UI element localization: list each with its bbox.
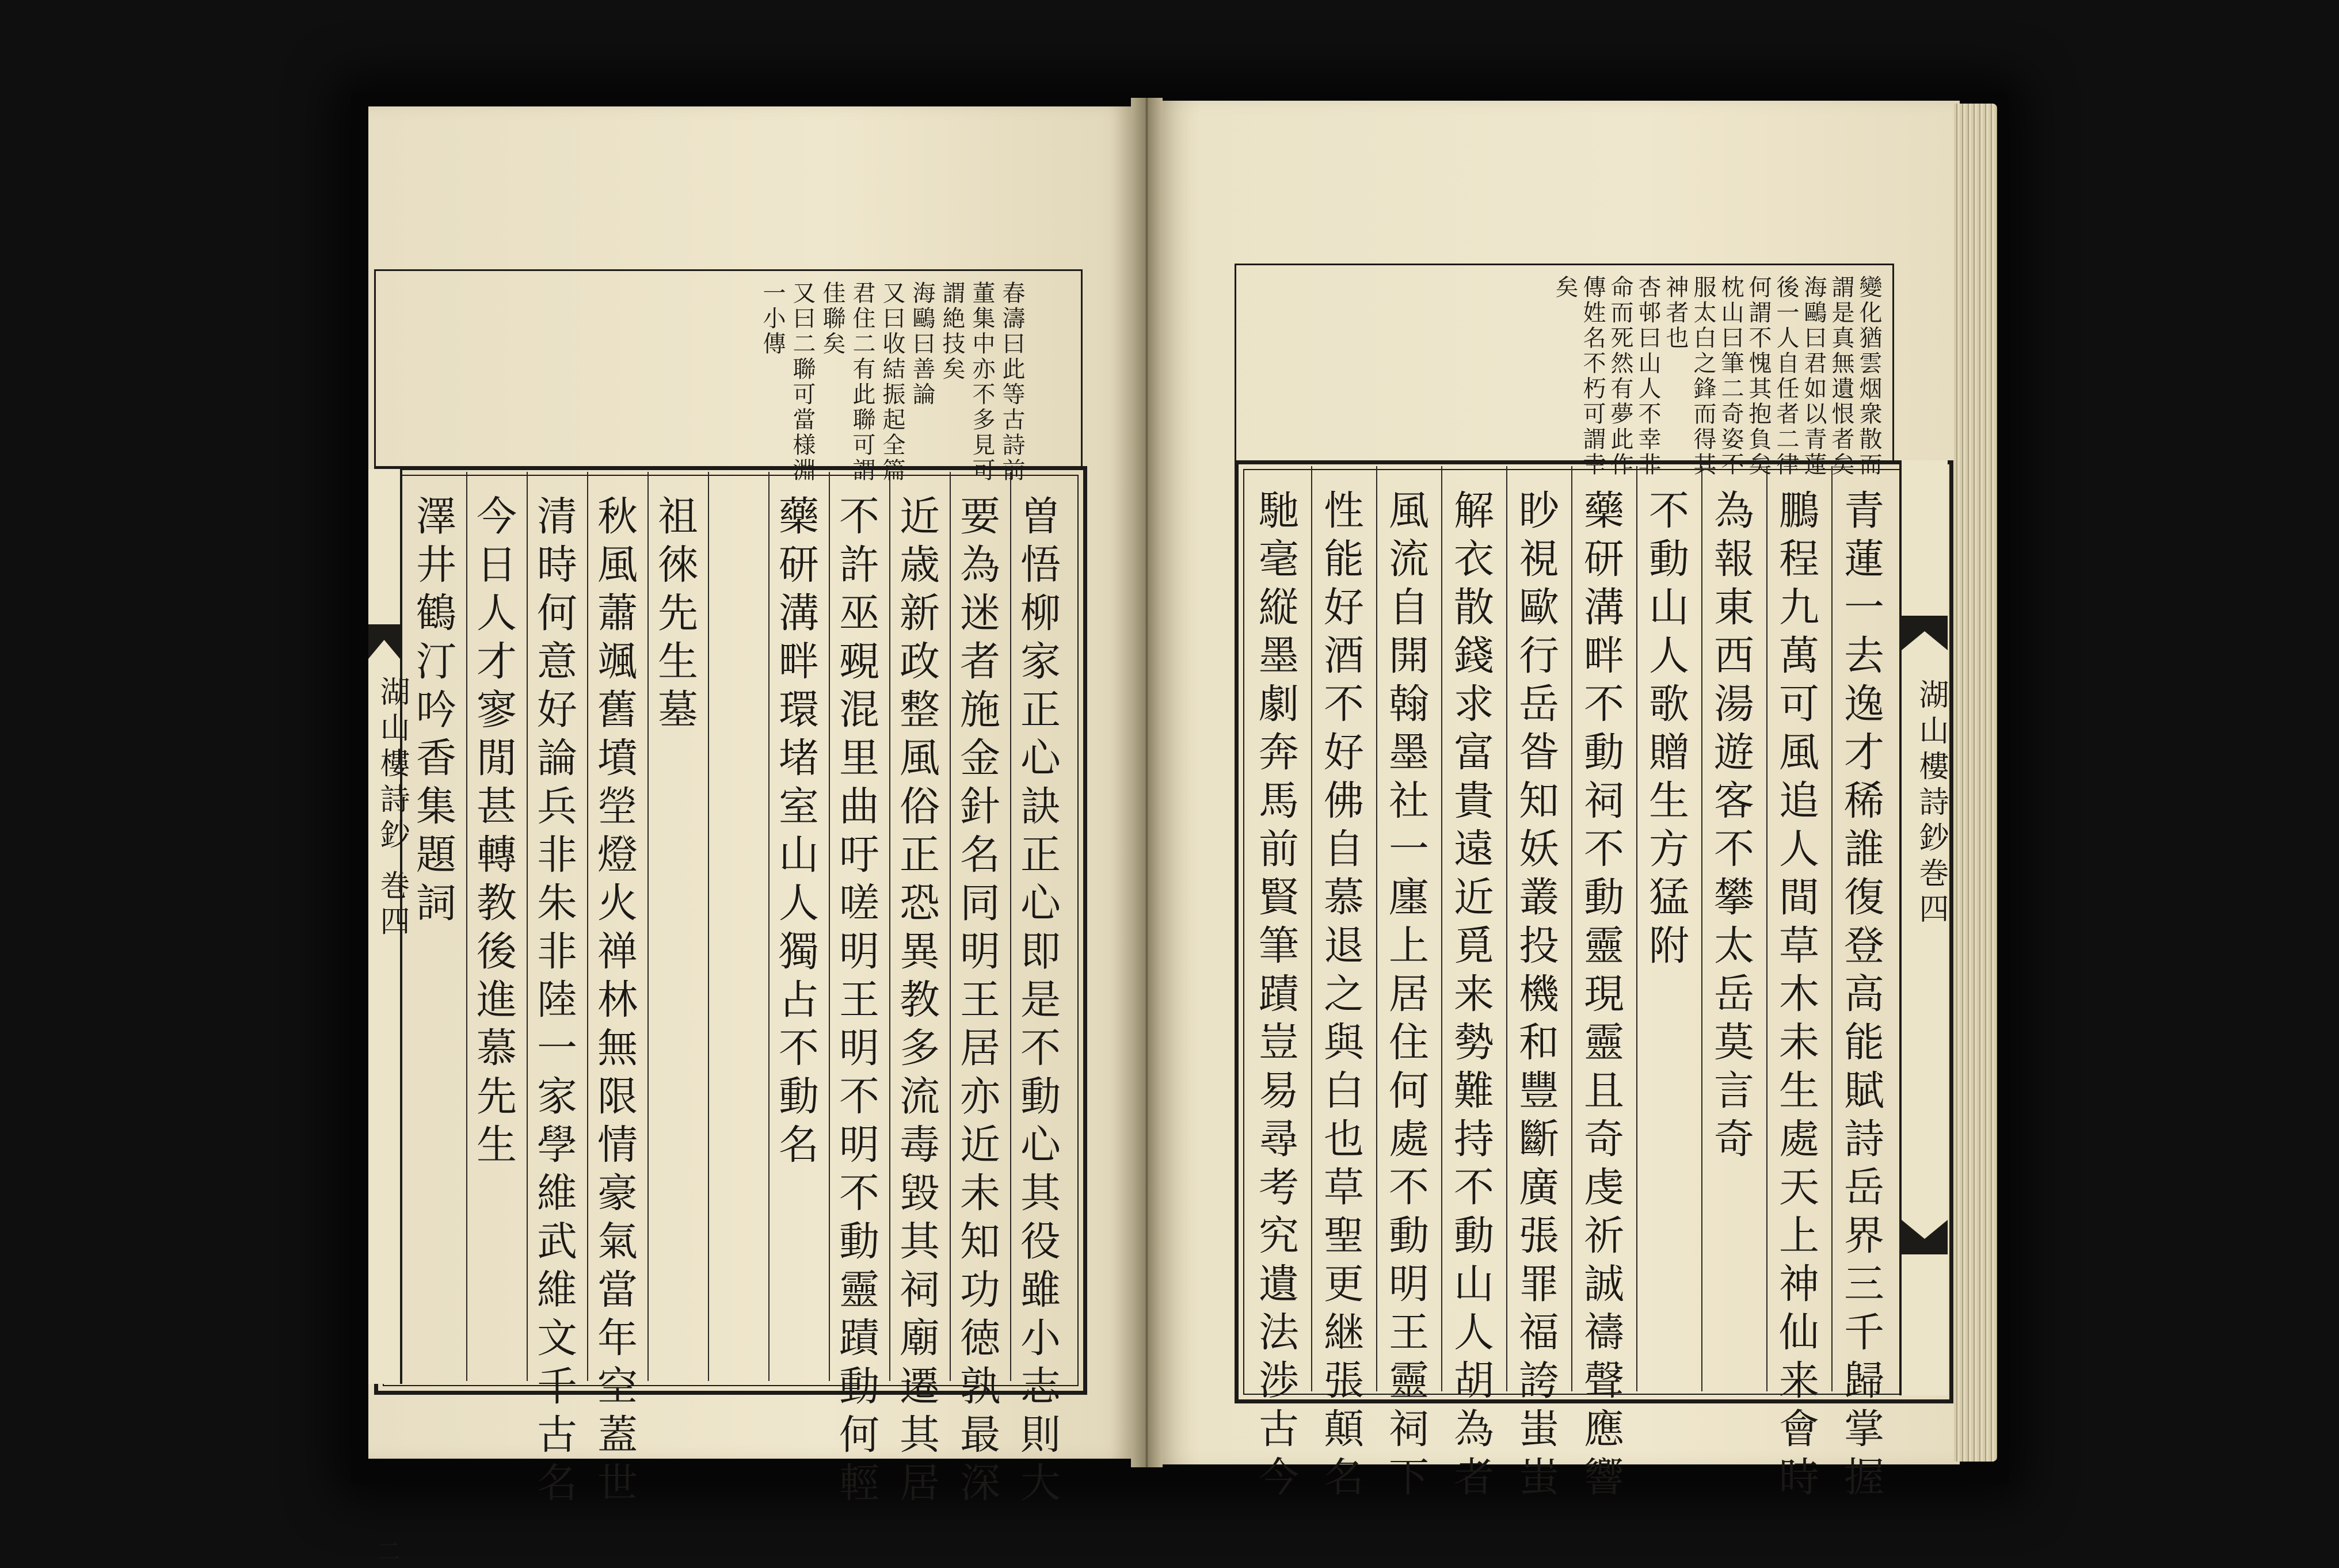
headnote-line: 一小傳 [759, 281, 786, 357]
text-column: 眇視歐行岳昝知妖叢投機和豐斷廣張罪福誇蚩蚩 [1512, 489, 1560, 1504]
fishtail-top-mark [1902, 616, 1948, 650]
headnote-line: 杏邨曰山人不幸非 [1635, 275, 1661, 478]
column-rule [647, 472, 649, 1381]
text-column: 曽悟柳家正心訣正心即是不動心其役雖小志則大 [1014, 495, 1061, 1510]
headnote-line: 海鷗曰君如以青蓮 [1800, 275, 1827, 478]
headnote-line: 海鷗曰善論 [909, 281, 935, 407]
column-rule [950, 472, 951, 1381]
headnote-line: 枕山曰筆二奇姿不 [1717, 275, 1744, 478]
text-column: 鵬程九萬可風追人間草木未生處天上神仙来會時 [1772, 489, 1820, 1504]
headnote-line: 變化猶雲烟衆散而 [1856, 275, 1882, 478]
headnote-line: 又曰二聯可當様淵 [789, 281, 816, 483]
text-column: 要為迷者施金針名同明王居亦近未知功徳孰最深 [953, 495, 1001, 1510]
headnote-line: 謂絶技矣 [939, 281, 965, 382]
column-rule [829, 472, 830, 1381]
headnote-line: 後一人自任者二律 [1773, 275, 1799, 478]
page-edges [1954, 104, 1997, 1462]
left-hashira [368, 469, 409, 1568]
text-column: 為報東西湯遊客不攀太岳莫言奇 [1707, 489, 1755, 1166]
headnote-line: 何謂不愧其抱負矣 [1745, 275, 1772, 478]
headnote-line: 命而死然有夢此作 [1607, 275, 1633, 478]
column-rule [1010, 472, 1011, 1381]
headnote-line: 又曰收結振起全篇 [879, 281, 905, 483]
text-column: 澤井鶴汀吟香集題詞 [409, 495, 457, 930]
column-rule [587, 472, 588, 1381]
column-rule [1376, 466, 1377, 1391]
headnote-line: 神者也 [1662, 275, 1689, 351]
column-rule [1441, 466, 1442, 1391]
text-column: 祖徠先生墓 [651, 495, 699, 737]
column-rule [768, 472, 769, 1381]
fishtail-bottom-mark [1902, 1220, 1948, 1254]
left-page-number: 二 [374, 1539, 400, 1568]
text-column: 不動山人歌贈生方猛附 [1642, 489, 1690, 972]
text-column: 藥研溝畔環堵室山人獨占不動名 [772, 495, 820, 1172]
left-spine-title: 湖山樓詩鈔 巻四 [375, 676, 409, 941]
headnote-line: 佳聯矣 [819, 281, 845, 357]
column-rule [466, 472, 467, 1381]
text-column: 秋風蕭颯舊墳塋燈火禅林無限情豪氣當年空蓋世 [591, 495, 638, 1510]
column-rule [1701, 466, 1702, 1391]
column-rule [1506, 466, 1507, 1391]
text-column: 青蓮一去逸才稀誰復登高能賦詩岳界三千歸掌握 [1837, 489, 1885, 1504]
column-rule [527, 472, 528, 1381]
text-column: 不許巫覡混里曲吁嗟明王明不明不動靈蹟動何輕 [832, 495, 880, 1510]
column-rule [1571, 466, 1572, 1391]
headnote-line: 謂是真無遺恨者矣 [1828, 275, 1854, 478]
headnote-line: 君住二有此聯可謂 [849, 281, 875, 483]
column-rule [889, 472, 890, 1381]
text-column: 藥研溝畔不動祠不動靈現靈且奇虔祈誠禱聲應響 [1577, 489, 1625, 1504]
column-rule [708, 472, 709, 1381]
headnote-line: 服太白之鋒而得其 [1690, 275, 1716, 478]
headnote-line: 春濤曰此等古詩前 [999, 281, 1025, 483]
text-column: 馳毫縦墨劇奔馬前賢筆蹟豈易尋考究遺法渉古今 [1252, 489, 1300, 1504]
text-column: 性能好酒不好佛自慕退之與白也草聖更継張顛名 [1317, 489, 1365, 1504]
fishtail-top-mark [368, 624, 400, 659]
headnote-line: 傳姓名不朽可謂幸 [1579, 275, 1606, 478]
column-rule [1311, 466, 1312, 1391]
text-column: 今日人才寥閒甚轉教後進慕先生 [470, 495, 517, 1172]
headnote-line: 董集中亦不多見可 [969, 281, 995, 483]
column-rule [1766, 466, 1767, 1391]
right-spine-title: 湖山樓詩鈔巻四 [1914, 679, 1948, 929]
text-column: 清時何意好論兵非朱非陸一家學維武維文千古名 [530, 495, 578, 1510]
book-gutter [1131, 98, 1163, 1467]
column-rule [1636, 466, 1637, 1391]
headnote-line: 矣 [1552, 275, 1578, 300]
column-rule [1831, 466, 1833, 1391]
text-column: 風流自開翰墨社一廛上居住何處不動明王靈祠下 [1382, 489, 1430, 1504]
text-column: 解衣散錢求富貴遠近覓来勢難持不動山人胡為者 [1447, 489, 1495, 1504]
right-hashira [1899, 460, 1948, 1395]
text-column: 近歳新政整風俗正恐異教多流毒毀其祠廟遷其居 [893, 495, 940, 1510]
